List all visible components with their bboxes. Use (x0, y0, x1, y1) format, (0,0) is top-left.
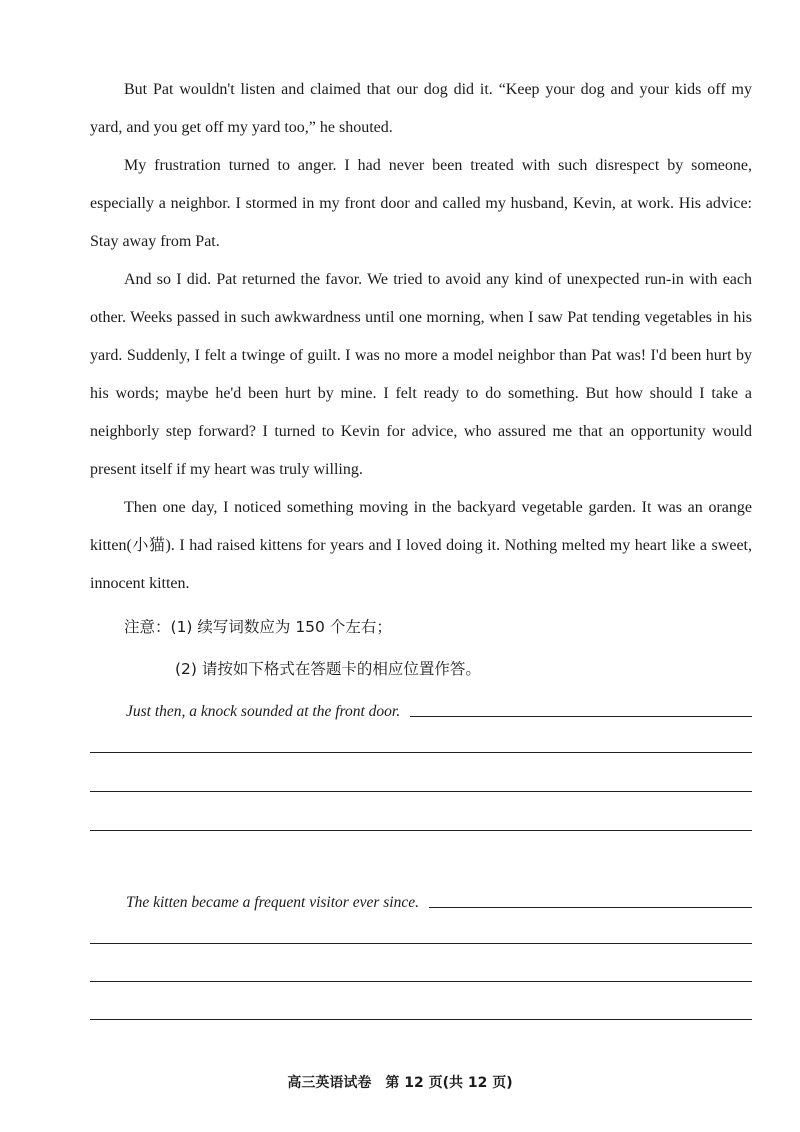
answer-line[interactable] (90, 1019, 752, 1020)
answer-line[interactable] (90, 752, 752, 753)
passage-paragraph-3: And so I did. Pat returned the favor. We tried to avoid any kind of unexpected run-in with each other. Weeks passed in such awkwardness until one morning, when I saw Pat tending vegetables in his yard. Suddenly, I felt a twinge of guilt. I was no more a model neighbor than Pat was! I'd been hurt by his words; maybe he'd been hurt by mine. I felt ready to do something. But how should I take a neighborly step forward? I turned to Kevin for advice, who assured me that an opportunity would present itself if my heart was truly willing. (90, 271, 752, 478)
prompt-sentence-2: The kitten became a frequent visitor ever since. (126, 894, 419, 911)
page-footer: 高三英语试卷 第 12 页(共 12 页) (287, 1075, 513, 1091)
answer-line[interactable] (90, 943, 752, 944)
prompt-sentence-1: Just then, a knock sounded at the front door. (126, 703, 401, 720)
passage-paragraph-1: But Pat wouldn't listen and claimed that our dog did it. “Keep your dog and your kids off my yard, and you get off my yard too,” he shouted. (90, 81, 752, 136)
continuation-prompt-2 (90, 888, 752, 912)
notes-label: 注意： (124, 618, 171, 636)
answer-line-inline-2[interactable] (429, 907, 752, 908)
notes-item-2: (2) 请按如下格式在答题卡的相应位置作答。 (175, 660, 481, 678)
answer-line[interactable] (90, 791, 752, 792)
notes-item-1: (1) 续写词数应为 150 个左右； (170, 618, 392, 636)
answer-line-inline-1[interactable] (410, 716, 752, 717)
passage-paragraph-4: Then one day, I noticed something moving in the backyard vegetable garden. It was an orange kitten(小猫). I had raised kittens for years and I loved doing it. Nothing melted my heart like a sweet, innocent kitten. (90, 499, 752, 592)
continuation-prompt-1 (90, 697, 752, 721)
answer-line[interactable] (90, 981, 752, 982)
notes-line-1 (124, 615, 392, 637)
passage-paragraph-2: My frustration turned to anger. I had never been treated with such disrespect by someone, especially a neighbor. I stormed in my front door and called my husband, Kevin, at work. His advice: Stay away from Pat. (90, 157, 752, 250)
answer-line[interactable] (90, 830, 752, 831)
